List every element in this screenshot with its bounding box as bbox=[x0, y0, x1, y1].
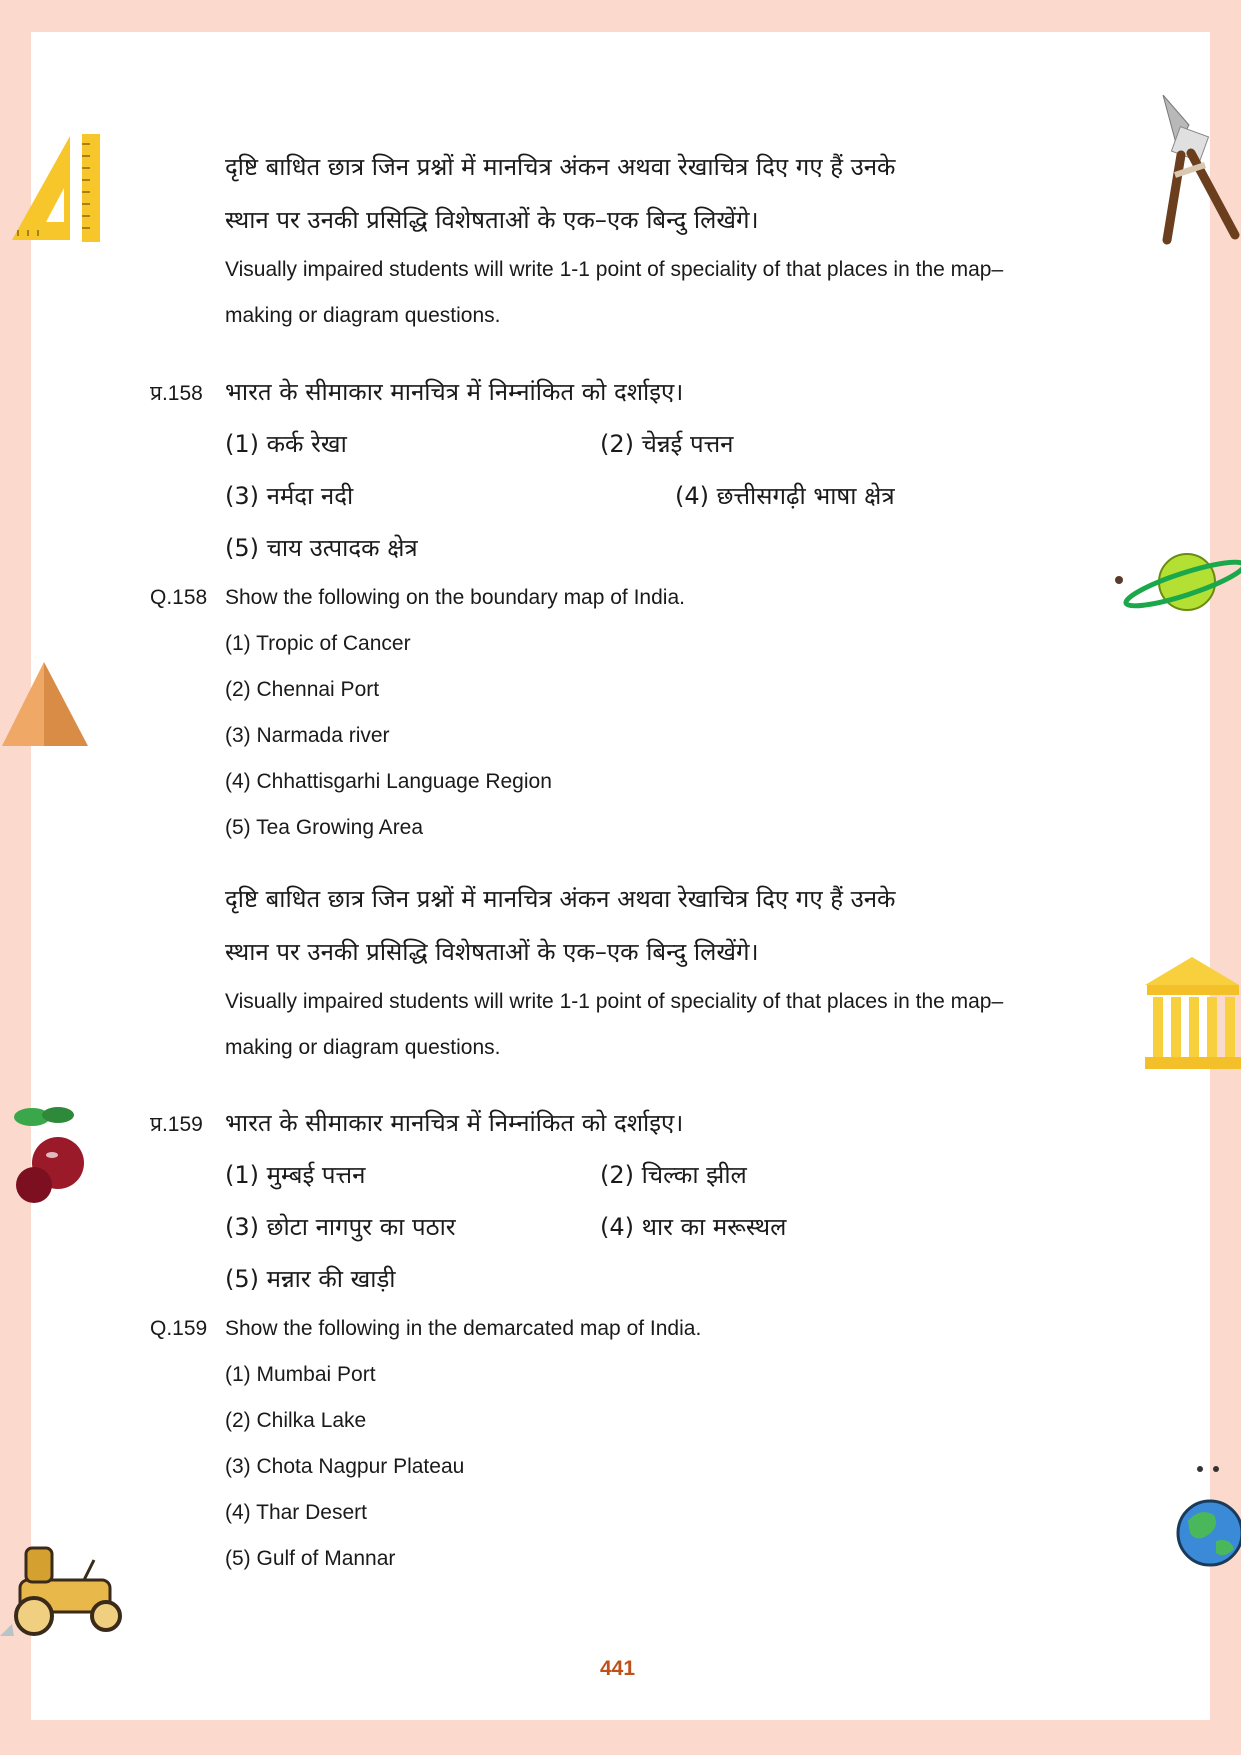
note2-hindi-line1: दृष्टि बाधित छात्र जिन प्रश्नों में मानचित्र अंकन अथवा रेखाचित्र दिए गए हैं उनके bbox=[225, 885, 896, 913]
note1-english-line1: Visually impaired students will write 1-1 point of speciality of that places in the map– bbox=[225, 258, 1004, 281]
q159-english-number: Q.159 bbox=[150, 1317, 208, 1340]
q158-english-option-5: (5) Tea Growing Area bbox=[225, 816, 424, 839]
note2-hindi-line2: स्थान पर उनकी प्रसिद्धि विशेषताओं के एक–एक बिन्दु लिखेंगे। bbox=[225, 938, 759, 966]
q158-english-option-3: (3) Narmada river bbox=[225, 724, 390, 747]
q159-hindi-question: भारत के सीमाकार मानचित्र में निम्नांकित को दर्शाइए। bbox=[225, 1109, 684, 1137]
axe-tools-icon bbox=[1155, 95, 1241, 245]
note1-english-line2: making or diagram questions. bbox=[225, 304, 501, 327]
berries-icon bbox=[6, 1103, 88, 1207]
q158-hindi-question: भारत के सीमाकार मानचित्र में निम्नांकित को दर्शाइए। bbox=[225, 378, 684, 406]
page-number: 441 bbox=[600, 1657, 636, 1680]
q159-hindi-number: प्र.159 bbox=[150, 1113, 203, 1136]
q158-english-question: Show the following on the boundary map of India. bbox=[225, 586, 685, 609]
q158-english-option-1: (1) Tropic of Cancer bbox=[225, 632, 411, 655]
q158-hindi-option-2: (2) चेन्नई पत्तन bbox=[600, 430, 734, 458]
globe-icon bbox=[1170, 1463, 1241, 1573]
q159-hindi-option-1: (1) मुम्बई पत्तन bbox=[225, 1161, 366, 1189]
q158-hindi-number: प्र.158 bbox=[150, 382, 203, 405]
q158-hindi-option-1: (1) कर्क रेखा bbox=[225, 430, 347, 458]
q159-english-option-3: (3) Chota Nagpur Plateau bbox=[225, 1455, 465, 1478]
q159-english-option-4: (4) Thar Desert bbox=[225, 1501, 367, 1524]
saturn-planet-icon bbox=[1115, 548, 1241, 616]
q158-english-option-4: (4) Chhattisgarhi Language Region bbox=[225, 770, 552, 793]
set-square-ruler-icon bbox=[8, 132, 103, 244]
q159-hindi-option-2: (2) चिल्का झील bbox=[600, 1161, 747, 1189]
pyramid-icon bbox=[0, 660, 90, 748]
q158-hindi-option-3: (3) नर्मदा नदी bbox=[225, 482, 354, 510]
q158-hindi-option-5: (5) चाय उत्पादक क्षेत्र bbox=[225, 534, 418, 562]
q158-english-number: Q.158 bbox=[150, 586, 208, 609]
q158-hindi-option-4: (4) छत्तीसगढ़ी भाषा क्षेत्र bbox=[675, 482, 895, 510]
q159-english-question: Show the following in the demarcated map of India. bbox=[225, 1317, 702, 1340]
vintage-car-icon bbox=[0, 1540, 128, 1640]
q159-english-option-2: (2) Chilka Lake bbox=[225, 1409, 367, 1432]
q159-english-option-1: (1) Mumbai Port bbox=[225, 1363, 376, 1386]
note2-english-line1: Visually impaired students will write 1-1 point of speciality of that places in the map– bbox=[225, 990, 1004, 1013]
q158-english-option-2: (2) Chennai Port bbox=[225, 678, 380, 701]
page-sheet bbox=[31, 32, 1210, 1720]
greek-temple-icon bbox=[1143, 955, 1241, 1071]
q159-english-option-5: (5) Gulf of Mannar bbox=[225, 1547, 396, 1570]
note1-hindi-line1: दृष्टि बाधित छात्र जिन प्रश्नों में मानचित्र अंकन अथवा रेखाचित्र दिए गए हैं उनके bbox=[225, 153, 896, 181]
note2-english-line2: making or diagram questions. bbox=[225, 1036, 501, 1059]
q159-hindi-option-5: (5) मन्नार की खाड़ी bbox=[225, 1265, 396, 1293]
note1-hindi-line2: स्थान पर उनकी प्रसिद्धि विशेषताओं के एक–एक बिन्दु लिखेंगे। bbox=[225, 206, 759, 234]
q159-hindi-option-3: (3) छोटा नागपुर का पठार bbox=[225, 1213, 456, 1241]
q159-hindi-option-4: (4) थार का मरूस्थल bbox=[600, 1213, 787, 1241]
